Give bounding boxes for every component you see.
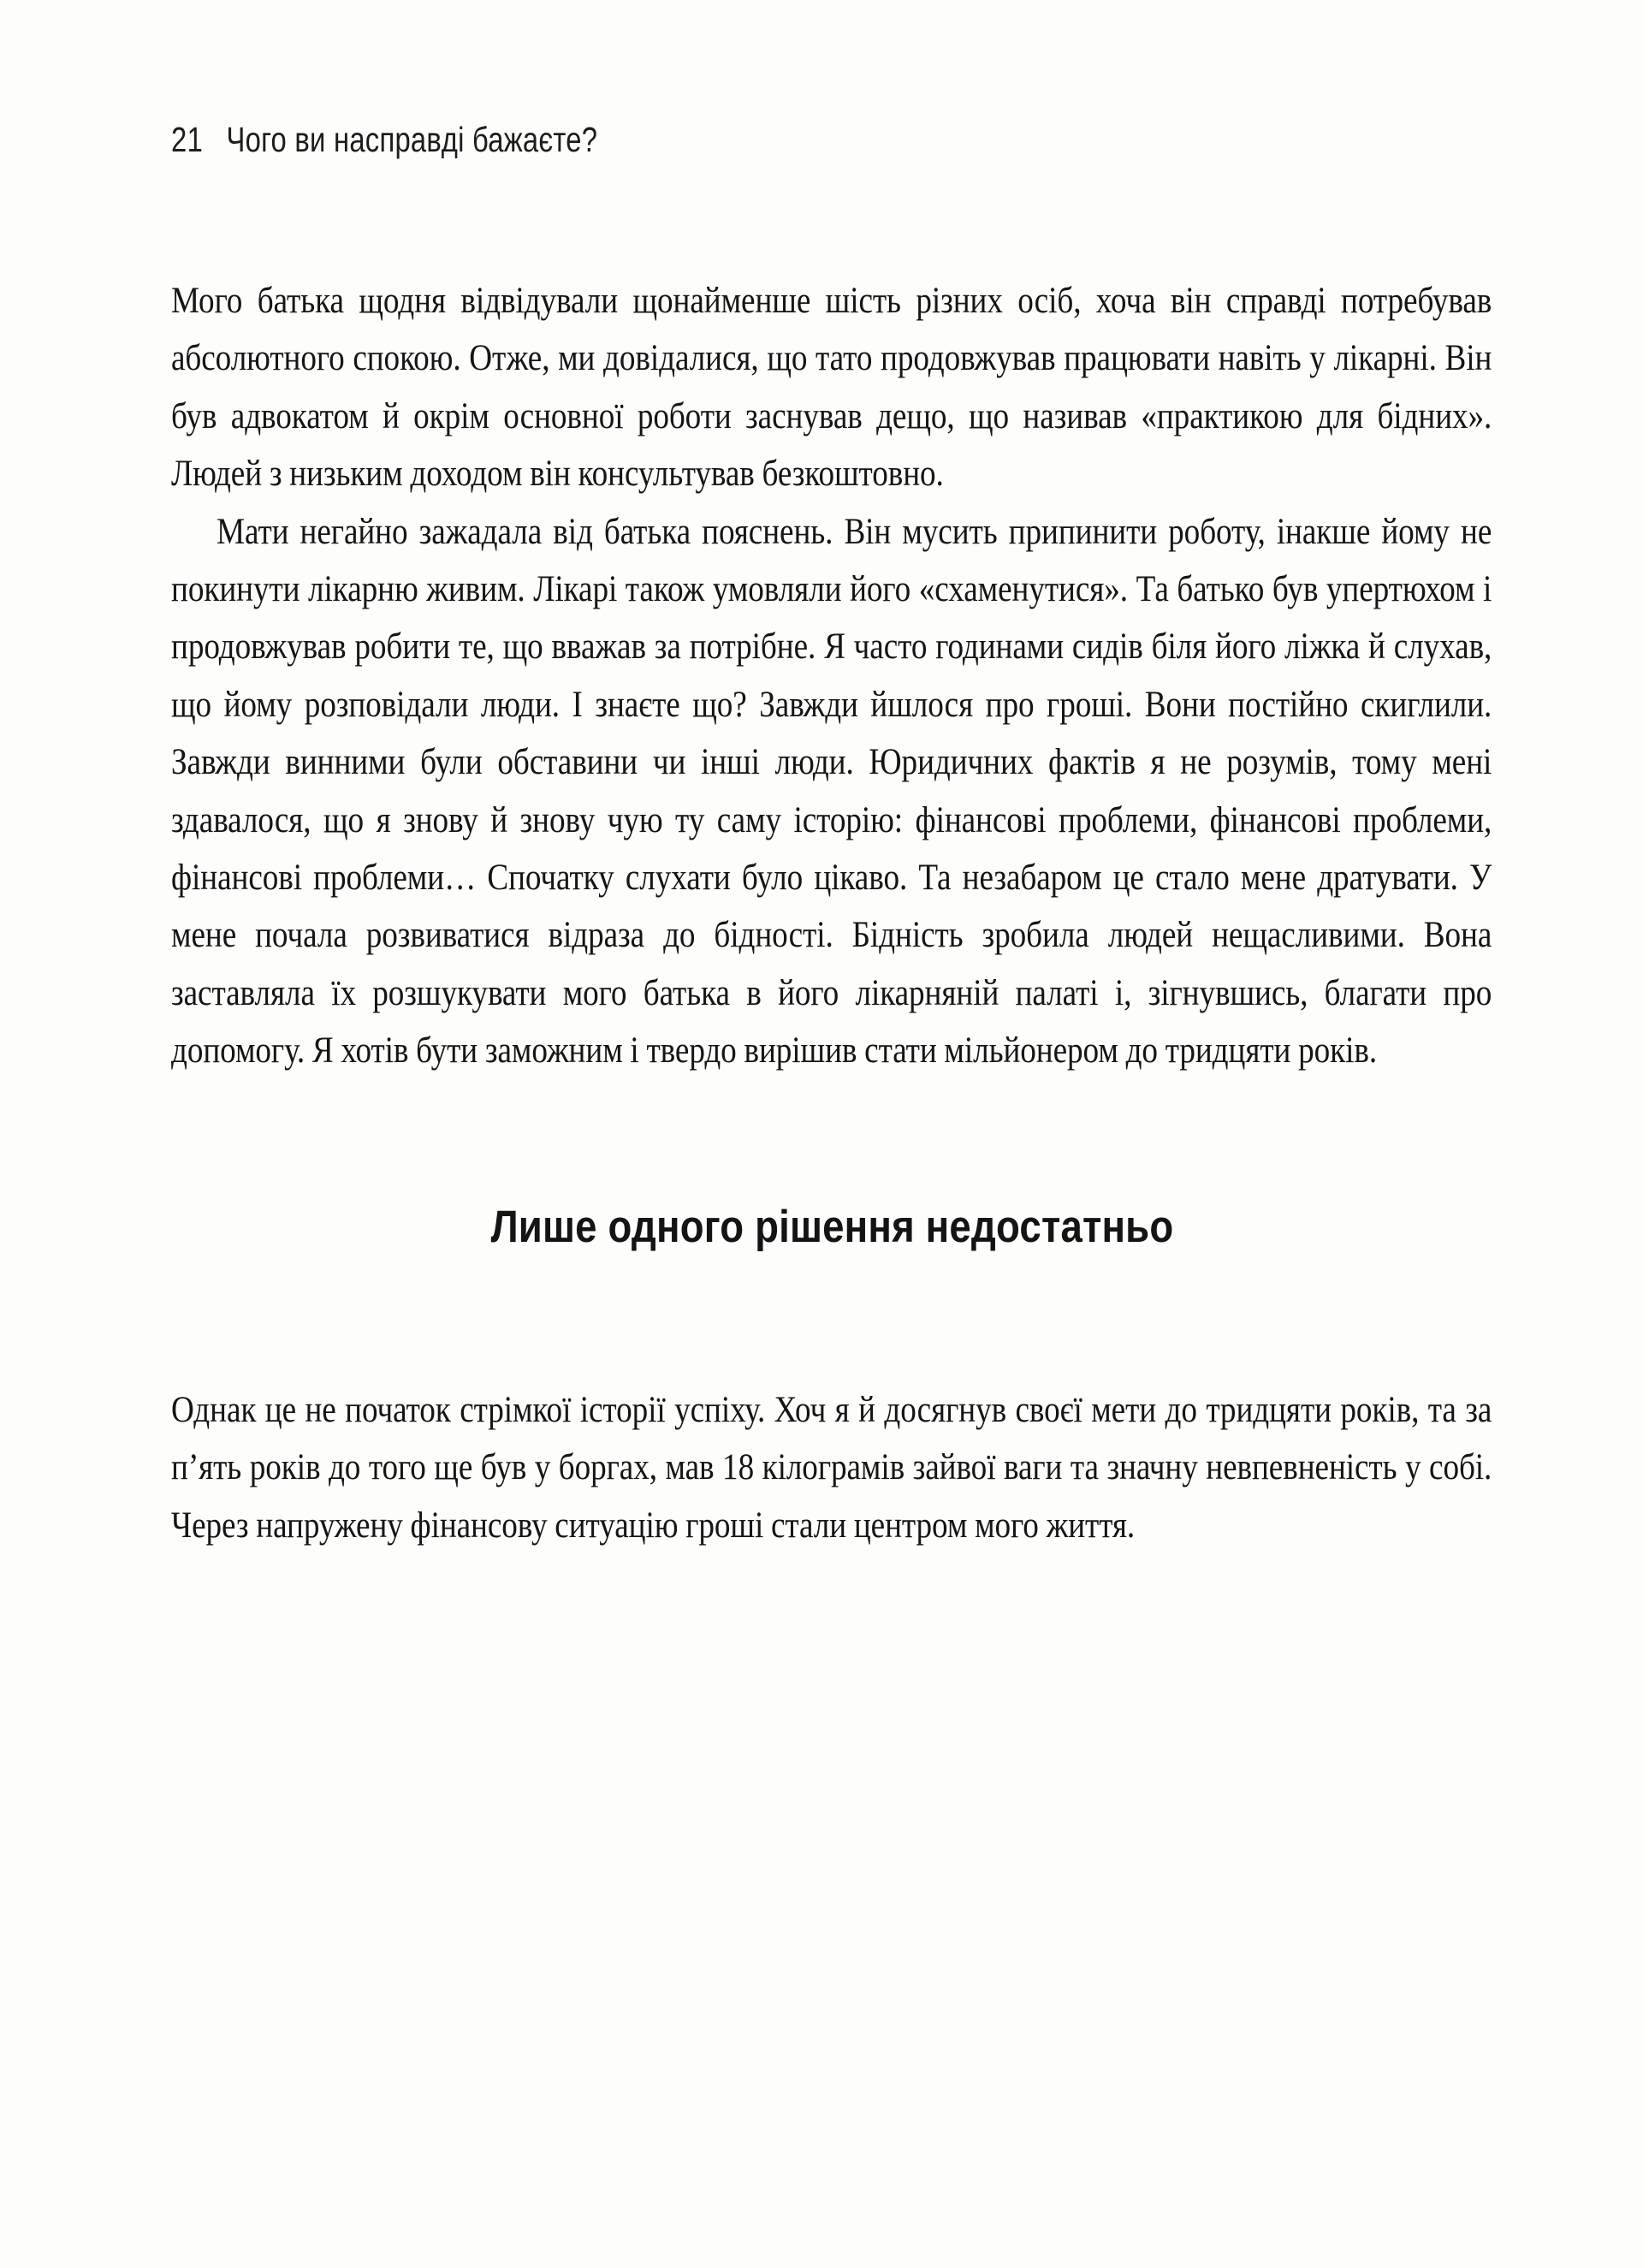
spacer-after-subheading xyxy=(171,1253,1493,1381)
paragraph-first: Мого батька щодня відвідували щонайменше шість різних осіб, хоча він справді потребував абсолютного спокою. Отже, ми довідалися, що тато продовжував працювати навіть у лікарні. Він був адвокатом й окрім основної роботи заснував дещо, що називав «практикою для бідних». Людей з низьким доходом він консультував безкоштовно. xyxy=(171,280,1492,495)
running-header xyxy=(171,120,1225,160)
body-text-block xyxy=(171,272,1493,1554)
page-number: 21 xyxy=(171,120,204,159)
section-subheading: Лише одного рішення недостатньо xyxy=(490,1201,1174,1252)
paragraph-third: Однак це не початок стрімкої історії успіху. Хоч я й досягнув своєї мети до тридцяти років, та за п’ять років до того ще був у боргах, мав 18 кілограмів зайвої ваги та значну невпевненість у собі. Через напружену фінансову ситуацію гроші стали центром мого життя. xyxy=(171,1388,1492,1546)
spacer-before-subheading xyxy=(171,1080,1493,1202)
paragraph-second: Мати негайно зажадала від батька пояснень. Він мусить припинити роботу, інакше йому не покинути лікарню живим. Лікарі також умовляли його «схаменутися». Та батько був упертюхом і продовжував робити те, що вважав за потрібне. Я часто годинами сидів біля його ліжка й слухав, що йому розповідали люди. І знаєте що? Завжди йшлося про гроші. Вони постійно скиглили. Завжди винними були обставини чи інші люди. Юридичних фактів я не розумів, тому мені здавалося, що я знову й знову чую ту саму історію: фінансові проблеми, фінансові проблеми, фінансові проблеми… Спочатку слухати було цікаво. Та незабаром це стало мене дратувати. У мене почала розвиватися відраза до бідності. Бідність зробила людей нещасливими. Вона заставляла їх розшукувати мого батька в його лікарняній палаті і, зігнувшись, благати про допомогу. Я хотів бути заможним і твердо вирішив стати мільйонером до тридцяти років. xyxy=(171,510,1492,1072)
chapter-title: Чого ви насправді бажаєте? xyxy=(226,120,598,159)
